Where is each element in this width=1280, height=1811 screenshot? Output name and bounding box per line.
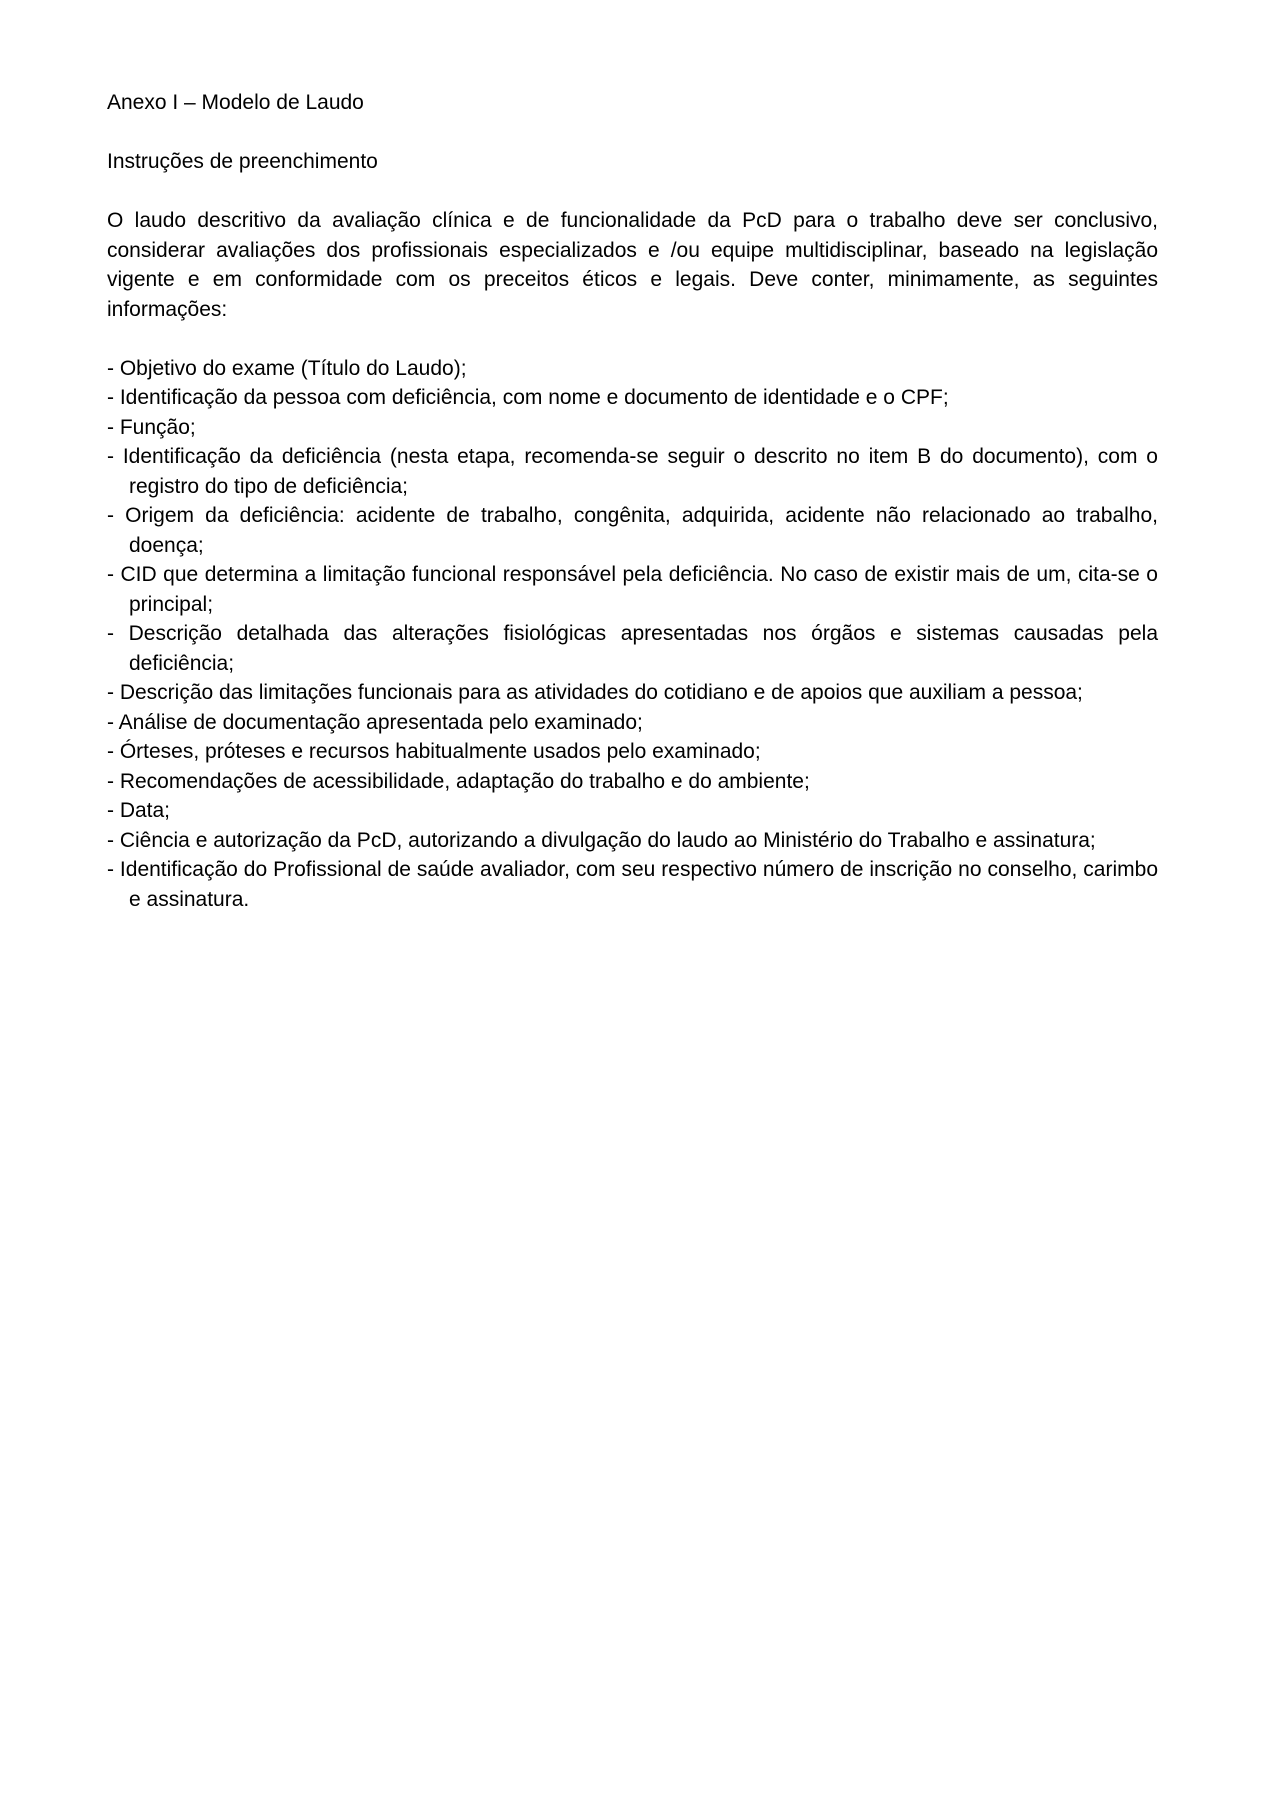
list-item: - Descrição detalhada das alterações fisiológicas apresentadas nos órgãos e sistemas causadas pela deficiência; (107, 622, 1158, 675)
list-item: - Identificação do Profissional de saúde avaliador, com seu respectivo número de inscrição no conselho, carimbo e assinatura. (107, 858, 1158, 911)
list-item: - Origem da deficiência: acidente de trabalho, congênita, adquirida, acidente não relacionado ao trabalho, doença; (107, 504, 1158, 557)
list-item: - Identificação da deficiência (nesta etapa, recomenda-se seguir o descrito no item B do documento), com o registro do tipo de deficiência; (107, 445, 1158, 498)
list-item: - CID que determina a limitação funcional responsável pela deficiência. No caso de existir mais de um, cita-se o principal; (107, 563, 1158, 616)
list-item: - Objetivo do exame (Título do Laudo); (107, 356, 467, 380)
list-item: - Identificação da pessoa com deficiência, com nome e documento de identidade e o CPF; (107, 386, 949, 409)
list-item: - Análise de documentação apresentada pelo examinado; (107, 710, 643, 734)
list-item: - Recomendações de acessibilidade, adaptação do trabalho e do ambiente; (107, 769, 810, 793)
list-item: - Data; (107, 799, 171, 822)
page-title: Anexo I – Modelo de Laudo (107, 91, 364, 114)
list-item: - Descrição das limitações funcionais para as atividades do cotidiano e de apoios que auxiliam a pessoa; (107, 681, 1083, 704)
list-item: - Ciência e autorização da PcD, autorizando a divulgação do laudo ao Ministério do Trabalho e assinatura; (107, 828, 1096, 852)
page-subtitle: Instruções de preenchimento (107, 150, 378, 173)
list-item: - Função; (107, 415, 196, 439)
requirements-list (107, 354, 1158, 915)
list-item: - Órteses, próteses e recursos habitualmente usados pelo examinado; (107, 740, 761, 763)
intro-paragraph: O laudo descritivo da avaliação clínica e de funcionalidade da PcD para o trabalho deve ser conclusivo, considerar avaliações dos profissionais especializados e /ou equipe multidisciplinar, baseado na legislação vigente e em conformidade com os preceitos éticos e legais. Deve conter, minimamente, as seguintes informações: (107, 209, 1158, 321)
